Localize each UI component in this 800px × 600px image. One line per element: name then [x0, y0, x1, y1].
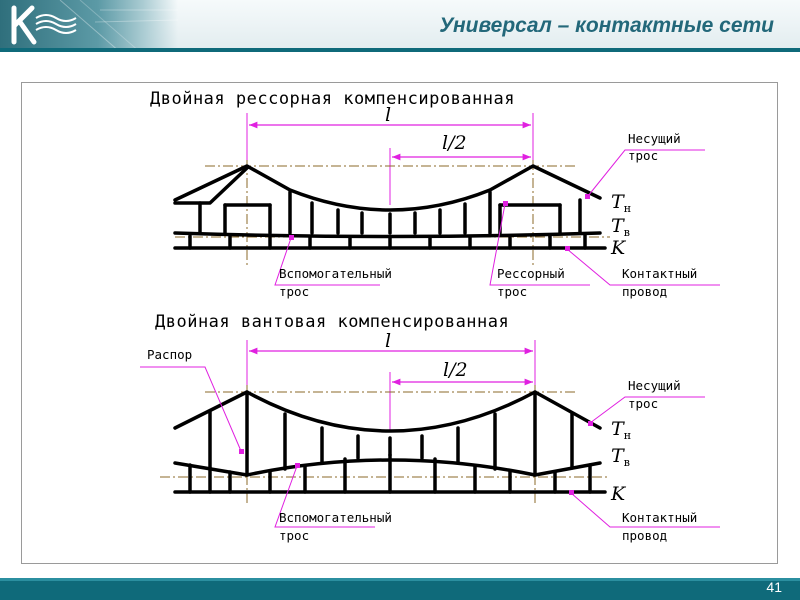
d2-sym-tn: $T_н$ — [611, 418, 632, 442]
diagram2-title: Двойная вантовая компенсированная — [155, 312, 510, 332]
d1-label-contact-1: Контактный — [622, 266, 698, 281]
d2-label-aux-1: Вспомогательный — [279, 510, 392, 525]
d2-label-contact-2: провод — [622, 528, 668, 543]
d1-sym-k: K — [611, 237, 626, 259]
d2-label-contact-1: Контактный — [622, 510, 698, 525]
d2-markers — [239, 421, 593, 495]
d2-sym-tv: $T_в$ — [611, 445, 630, 469]
d2-span-label: l — [385, 330, 392, 352]
diagram1-title: Двойная рессорная компенсированная — [150, 89, 515, 109]
footer-bar — [0, 578, 800, 600]
slide-title: Универсал – контактные сети — [439, 14, 774, 37]
d2-sym-k: K — [611, 483, 626, 505]
d1-label-contact-2: провод — [622, 284, 668, 299]
d2-half-span-label: l/2 — [443, 359, 468, 381]
d2-label-aux-2: трос — [279, 528, 310, 543]
d1-sym-tv: $T_в$ — [611, 215, 630, 239]
d1-label-aux-1: Вспомогательный — [279, 266, 392, 281]
d2-label-messenger-1: Несущий — [628, 378, 681, 393]
d1-label-messenger-2: трос — [628, 148, 659, 163]
d1-span-label: l — [385, 104, 392, 126]
d1-half-span-label: l/2 — [442, 132, 467, 154]
footer-strip — [0, 578, 800, 581]
d1-aux-left — [175, 168, 247, 203]
d2-label-strut: Распор — [147, 347, 193, 362]
page-number: 41 — [766, 579, 782, 595]
d1-label-aux-2: трос — [279, 284, 310, 299]
d1-label-messenger-1: Несущий — [628, 131, 681, 146]
d1-leaders — [275, 150, 720, 285]
d2-label-messenger-2: трос — [628, 396, 659, 411]
d1-sym-tn: $T_н$ — [611, 191, 632, 215]
d1-aux-wire — [175, 233, 600, 237]
d1-label-spring-1: Рессорный — [497, 266, 565, 281]
d1-label-spring-2: трос — [497, 284, 528, 299]
